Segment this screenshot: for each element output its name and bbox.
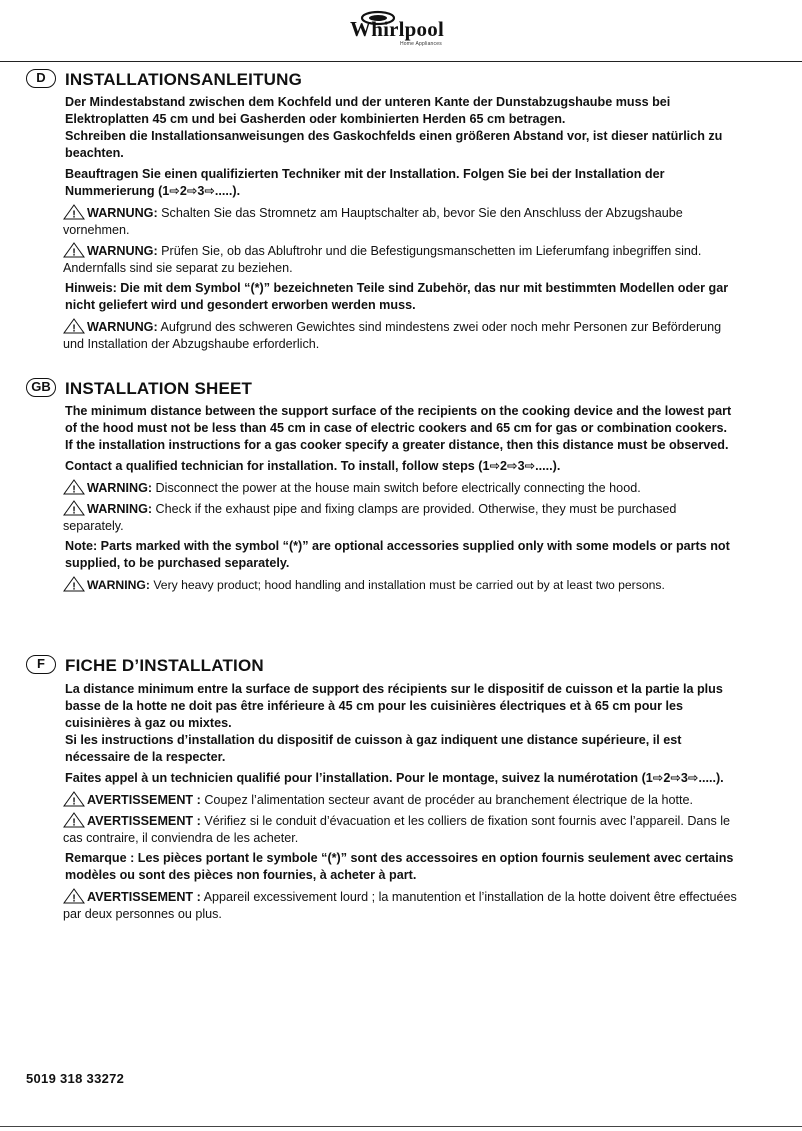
svg-text:!: ! xyxy=(72,209,76,220)
footer-divider xyxy=(0,1126,802,1127)
language-badge: GB xyxy=(26,378,56,397)
svg-text:!: ! xyxy=(72,796,76,807)
section-body xyxy=(65,94,740,356)
warning-triangle-icon xyxy=(63,479,85,495)
warning-triangle-icon xyxy=(63,242,85,258)
warning-item xyxy=(63,791,740,809)
svg-text:!: ! xyxy=(72,581,76,592)
section-body xyxy=(65,681,740,926)
svg-text:!: ! xyxy=(72,247,76,258)
intro-paragraph: Schreiben die Installationsanweisungen des Gaskochfelds einen größeren Abstand vor, ist dieser natürlich zu beachten. xyxy=(65,129,723,160)
warning-text: Vérifiez si le conduit d’évacuation et les colliers de fixation sont fournis avec l’appareil. Dans le cas contraire, il conviendra de les acheter. xyxy=(63,814,731,845)
brand-tagline: Home Appliances xyxy=(400,41,442,47)
warning-label: WARNING: xyxy=(87,481,153,495)
steps-paragraph: Faites appel à un technicien qualifié pour l’installation. Pour le montage, suivez la numérotation (1⇨2⇨3⇨.....). xyxy=(65,771,724,785)
note-paragraph: Hinweis: Die mit dem Symbol “(*)” bezeichneten Teile sind Zubehör, das nur mit bestimmten Modellen oder gar nicht geliefert wird und gesondert erworben werden muss. xyxy=(65,281,729,312)
warning-item xyxy=(63,812,740,847)
brand-logo xyxy=(338,7,448,49)
warning-label: WARNING: xyxy=(87,578,150,592)
warning-text: Check if the exhaust pipe and fixing clamps are provided. Otherwise, they must be purchased separately. xyxy=(63,502,677,533)
note-paragraph: Remarque : Les pièces portant le symbole “(*)” sont des accessoires en option fournis seulement avec certains modèles ou sont des pièces non fournies, à acheter à part. xyxy=(65,851,734,882)
svg-text:!: ! xyxy=(72,323,76,334)
warning-label: AVERTISSEMENT : xyxy=(87,890,201,904)
warning-label: WARNUNG: xyxy=(87,320,158,334)
warning-text: Appareil excessivement lourd ; la manutention et l’installation de la hotte doivent être effectuées par deux personnes ou plus. xyxy=(63,890,737,921)
warning-text: Schalten Sie das Stromnetz am Hauptschalter ab, bevor Sie den Anschluss der Abzugshaube vornehmen. xyxy=(63,206,683,237)
warning-item xyxy=(63,242,740,277)
svg-text:!: ! xyxy=(72,893,76,904)
section-body xyxy=(65,403,740,597)
warning-triangle-icon xyxy=(63,791,85,807)
svg-text:!: ! xyxy=(72,817,76,828)
warning-item xyxy=(63,318,740,353)
warning-triangle-icon xyxy=(63,888,85,904)
warning-item xyxy=(63,576,740,594)
warning-label: WARNING: xyxy=(87,502,153,516)
warning-triangle-icon xyxy=(63,204,85,220)
warning-label: WARNUNG: xyxy=(87,206,158,220)
warning-label: AVERTISSEMENT : xyxy=(87,814,201,828)
intro-paragraph: Si les instructions d’installation du dispositif de cuisson à gaz indiquent une distance supérieure, il est nécessaire de la respecter. xyxy=(65,733,682,764)
warning-triangle-icon xyxy=(63,318,85,334)
intro-paragraph: If the installation instructions for a gas cooker specify a greater distance, then this distance must be observed. xyxy=(65,438,729,452)
header-divider xyxy=(0,61,802,62)
intro-paragraph: The minimum distance between the support surface of the recipients on the cooking device and the lowest part of the hood must not be less than 45 cm in case of electric cookers and 65 cm for gas or combination cookers. xyxy=(65,404,732,435)
document-number: 5019 318 33272 xyxy=(26,1071,125,1086)
warning-text: Aufgrund des schweren Gewichtes sind mindestens zwei oder noch mehr Personen zur Beförderung und Installation der Abzugshaube erforderlich. xyxy=(63,320,722,351)
warning-text: Disconnect the power at the house main switch before electrically connecting the hood. xyxy=(152,481,641,495)
warning-item xyxy=(63,479,740,497)
steps-paragraph: Beauftragen Sie einen qualifizierten Techniker mit der Installation. Folgen Sie bei der Installation der Nummerierung (1⇨2⇨3⇨.....). xyxy=(65,167,665,198)
section-title: INSTALLATIONSANLEITUNG xyxy=(65,70,303,89)
warning-item xyxy=(63,204,740,239)
svg-text:!: ! xyxy=(72,484,76,495)
brand-name: Whirlpool xyxy=(350,17,444,41)
warning-triangle-icon xyxy=(63,500,85,516)
warning-item xyxy=(63,500,740,535)
note-paragraph: Note: Parts marked with the symbol “(*)” are optional accessories supplied only with some models or parts not supplied, to be purchased separately. xyxy=(65,539,730,570)
warning-triangle-icon xyxy=(63,812,85,828)
warning-text: Prüfen Sie, ob das Abluftrohr und die Befestigungsmanschetten im Lieferumfang inbegriffen sind. Andernfalls sind sie separat zu beziehen. xyxy=(63,244,702,275)
intro-paragraph: La distance minimum entre la surface de support des récipients sur le dispositif de cuisson et la partie la plus basse de la hotte ne doit pas être inférieure à 45 cm pour les cuisinières électriques et à 65 cm pour les cuisinières à gaz ou mixtes. xyxy=(65,682,723,730)
language-badge: D xyxy=(26,69,56,88)
warning-text: Very heavy product; hood handling and installation must be carried out by at least two persons. xyxy=(149,578,665,592)
warning-label: AVERTISSEMENT : xyxy=(87,793,201,807)
section-title: INSTALLATION SHEET xyxy=(65,379,253,398)
warning-label: WARNUNG: xyxy=(87,244,158,258)
steps-paragraph: Contact a qualified technician for installation. To install, follow steps (1⇨2⇨3⇨.....). xyxy=(65,459,561,473)
language-badge: F xyxy=(26,655,56,674)
svg-text:!: ! xyxy=(72,505,76,516)
section-title: FICHE D’INSTALLATION xyxy=(65,656,264,675)
warning-item xyxy=(63,888,740,923)
warning-triangle-icon xyxy=(63,576,85,592)
warning-text: Coupez l’alimentation secteur avant de procéder au branchement électrique de la hotte. xyxy=(200,793,693,807)
intro-paragraph: Der Mindestabstand zwischen dem Kochfeld und der unteren Kante der Dunstabzugshaube muss bei Elektroplatten 45 cm und bei Gasherden oder kombinierten Herden 65 cm betragen. xyxy=(65,95,671,126)
